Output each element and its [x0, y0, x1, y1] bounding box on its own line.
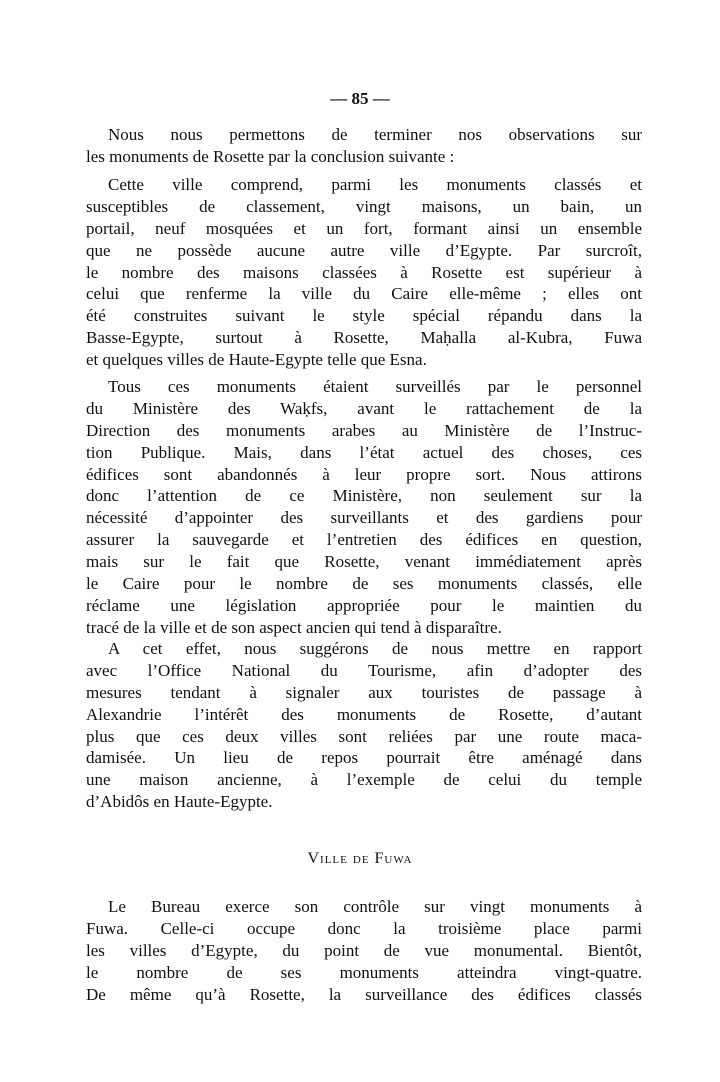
- text-line: que ne possède aucune autre ville d’Egypte. Par surcroît,: [86, 240, 642, 260]
- text-line: Fuwa. Celle-ci occupe donc la troisième place parmi: [86, 918, 642, 938]
- section-heading: Ville de Fuwa: [307, 850, 413, 867]
- text-line: Tous ces monuments étaient surveillés par le personnel: [108, 377, 642, 396]
- text-line: le nombre des maisons classées à Rosette est supérieur à: [86, 262, 642, 282]
- text-line: De même qu’à Rosette, la surveillance des édifices classés: [86, 984, 642, 1004]
- text-line: assurer la sauvegarde et l’entretien des édifices en question,: [86, 530, 642, 550]
- text-line: Basse-Egypte, surtout à Rosette, Maḥalla al-Kubra, Fuwa: [86, 328, 642, 348]
- text-line: réclame une législation appropriée pour le maintien du: [86, 595, 642, 615]
- paragraph-3: [86, 376, 642, 639]
- text-line: portail, neuf mosquées et un fort, formant ainsi un ensemble: [86, 218, 642, 238]
- page-number: — 85 —: [330, 89, 390, 108]
- text-line: donc l’attention de ce Ministère, non seulement sur la: [86, 486, 642, 506]
- paragraph-5: [86, 896, 642, 1005]
- text-line: Cette ville comprend, parmi les monuments classés et: [108, 175, 642, 194]
- text-line: Nous nous permettons de terminer nos observations sur: [108, 125, 642, 144]
- text-line: A cet effet, nous suggérons de nous mettre en rapport: [108, 639, 642, 658]
- text-line: le Caire pour le nombre de ses monuments classés, elle: [86, 574, 642, 594]
- text-line: et quelques villes de Haute-Egypte telle que Esna.: [86, 350, 427, 370]
- text-line: celui que renferme la ville du Caire elle-même ; elles ont: [86, 284, 642, 304]
- text-line: mais sur le fait que Rosette, venant immédiatement après: [86, 552, 642, 572]
- text-line: édifices sont abandonnés à leur propre sort. Nous attirons: [86, 464, 642, 484]
- text-line: d’Abidôs en Haute-Egypte.: [86, 792, 273, 812]
- text-line: le nombre de ses monuments atteindra vingt-quatre.: [86, 962, 642, 982]
- text-line: nécessité d’appointer des surveillants et des gardiens pour: [86, 508, 642, 528]
- text-line: avec l’Office National du Tourisme, afin d’adopter des: [86, 660, 642, 680]
- text-line: du Ministère des Waḳfs, avant le rattachement de la: [86, 398, 642, 418]
- paragraph-2: [86, 174, 642, 371]
- text-line: Alexandrie l’intérêt des monuments de Rosette, d’autant: [86, 704, 642, 724]
- text-line: Le Bureau exerce son contrôle sur vingt monuments à: [108, 897, 642, 916]
- paragraph-1: [86, 124, 642, 168]
- text-line: les villes d’Egypte, du point de vue monumental. Bientôt,: [86, 940, 642, 960]
- text-line: les monuments de Rosette par la conclusion suivante :: [86, 146, 455, 166]
- text-line: mesures tendant à signaler aux touristes de passage à: [86, 682, 642, 702]
- text-line: tion Publique. Mais, dans l’état actuel des choses, ces: [86, 442, 642, 462]
- text-line: damisée. Un lieu de repos pourrait être aménagé dans: [86, 748, 642, 768]
- text-line: une maison ancienne, à l’exemple de celui du temple: [86, 770, 642, 790]
- text-line: susceptibles de classement, vingt maisons, un bain, un: [86, 196, 642, 216]
- text-line: Direction des monuments arabes au Ministère de l’Instruc-: [86, 420, 642, 440]
- text-line: tracé de la ville et de son aspect ancien qui tend à disparaître.: [86, 617, 502, 637]
- text-line: été construites suivant le style spécial répandu dans la: [86, 306, 642, 326]
- paragraph-4: [86, 638, 642, 813]
- text-line: plus que ces deux villes sont reliées par une route maca-: [86, 726, 642, 746]
